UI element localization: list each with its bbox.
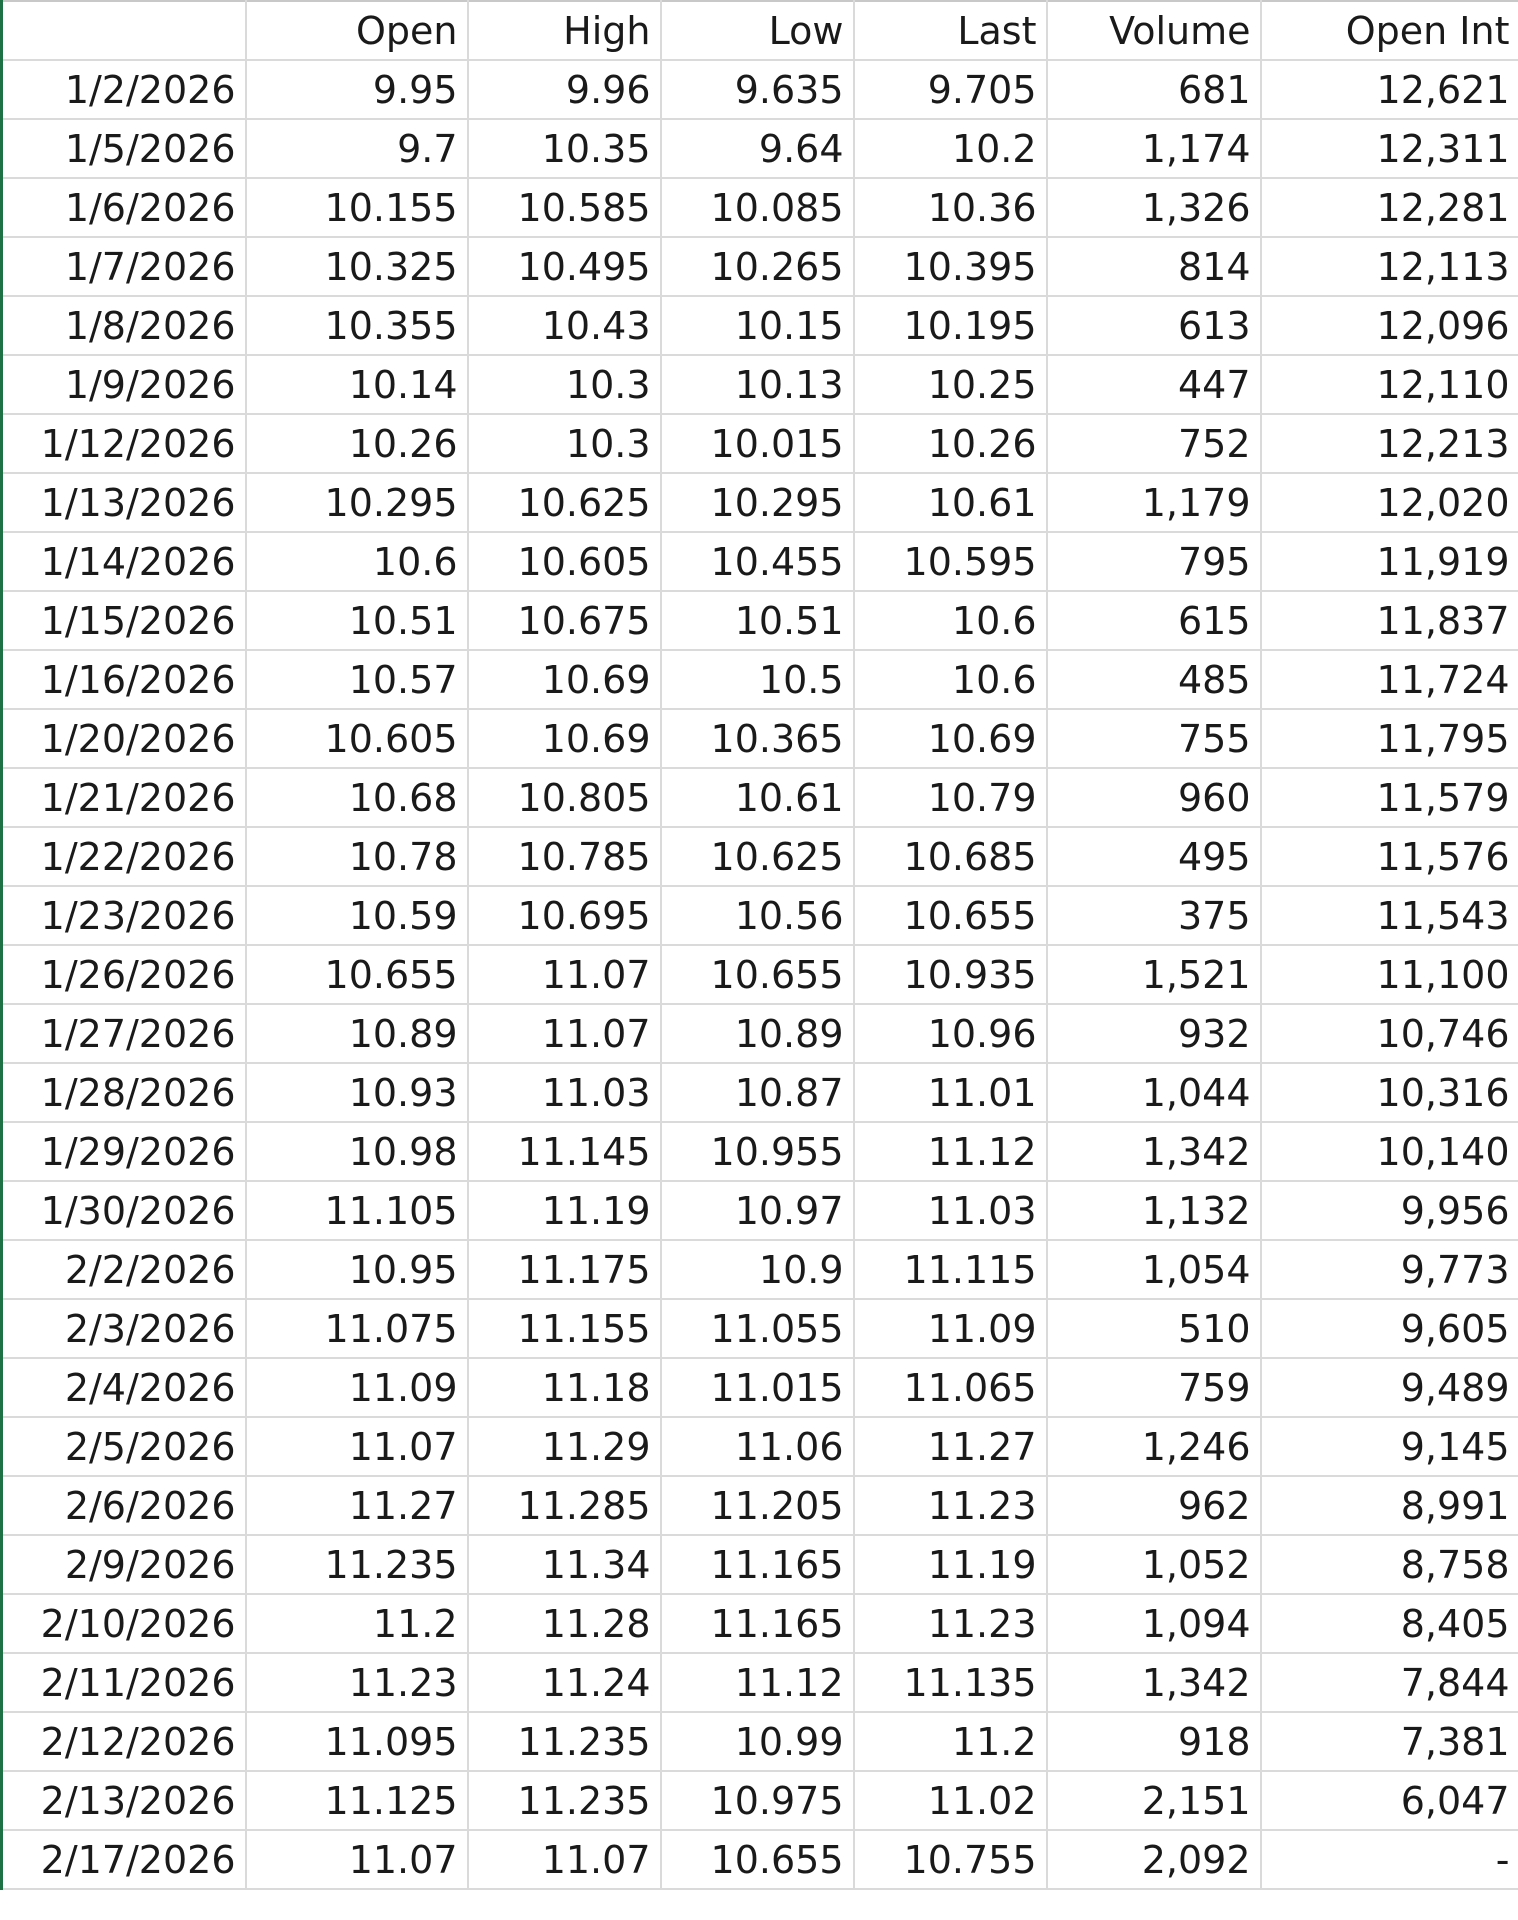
cell-last[interactable]: 10.935 [854, 945, 1047, 1004]
cell-open[interactable]: 11.09 [246, 1358, 468, 1417]
cell-date[interactable]: 2/3/2026 [2, 1299, 246, 1358]
cell-volume[interactable]: 613 [1047, 296, 1261, 355]
cell-high[interactable]: 11.285 [468, 1476, 661, 1535]
cell-last[interactable]: 10.61 [854, 473, 1047, 532]
cell-date[interactable]: 1/20/2026 [2, 709, 246, 768]
cell-last[interactable]: 11.115 [854, 1240, 1047, 1299]
cell-last[interactable]: 11.2 [854, 1712, 1047, 1771]
cell-volume[interactable]: 960 [1047, 768, 1261, 827]
cell-open-int[interactable]: 9,489 [1261, 1358, 1518, 1417]
cell-open-int[interactable]: 8,405 [1261, 1594, 1518, 1653]
table-row [2, 1653, 1518, 1712]
cell-open-int[interactable]: 11,795 [1261, 709, 1518, 768]
table-row [2, 1299, 1518, 1358]
cell-open[interactable]: 11.105 [246, 1181, 468, 1240]
cell-open[interactable]: 10.93 [246, 1063, 468, 1122]
cell-low[interactable]: 11.165 [661, 1594, 854, 1653]
cell-low[interactable]: 9.64 [661, 119, 854, 178]
cell-last[interactable]: 10.69 [854, 709, 1047, 768]
cell-high[interactable]: 11.155 [468, 1299, 661, 1358]
cell-volume[interactable]: 1,094 [1047, 1594, 1261, 1653]
cell-high[interactable]: 11.175 [468, 1240, 661, 1299]
table-row [2, 1771, 1518, 1830]
cell-date[interactable]: 1/6/2026 [2, 178, 246, 237]
cell-date[interactable]: 1/5/2026 [2, 119, 246, 178]
cell-open-int[interactable]: 10,140 [1261, 1122, 1518, 1181]
cell-open[interactable]: 9.95 [246, 60, 468, 119]
table-row [2, 178, 1518, 237]
cell-last[interactable]: 10.36 [854, 178, 1047, 237]
cell-open[interactable]: 11.27 [246, 1476, 468, 1535]
table-row [2, 768, 1518, 827]
cell-low[interactable]: 10.265 [661, 237, 854, 296]
cell-last[interactable]: 10.2 [854, 119, 1047, 178]
cell-open[interactable]: 10.26 [246, 414, 468, 473]
cell-low[interactable]: 10.655 [661, 1830, 854, 1889]
cell-open-int[interactable]: 9,773 [1261, 1240, 1518, 1299]
cell-high[interactable]: 11.07 [468, 945, 661, 1004]
table-row [2, 1240, 1518, 1299]
cell-high[interactable]: 10.43 [468, 296, 661, 355]
cell-volume[interactable]: 795 [1047, 532, 1261, 591]
cell-high[interactable]: 10.675 [468, 591, 661, 650]
cell-open[interactable]: 10.89 [246, 1004, 468, 1063]
cell-low[interactable]: 11.055 [661, 1299, 854, 1358]
cell-open-int[interactable]: 11,576 [1261, 827, 1518, 886]
table-row [2, 1594, 1518, 1653]
cell-open[interactable]: 10.95 [246, 1240, 468, 1299]
cell-volume[interactable]: 485 [1047, 650, 1261, 709]
cell-low[interactable]: 10.295 [661, 473, 854, 532]
cell-open-int[interactable]: 11,543 [1261, 886, 1518, 945]
table-row [2, 886, 1518, 945]
cell-low[interactable]: 10.5 [661, 650, 854, 709]
cell-last[interactable]: 10.79 [854, 768, 1047, 827]
cell-volume[interactable]: 510 [1047, 1299, 1261, 1358]
cell-high[interactable]: 10.3 [468, 355, 661, 414]
cell-volume[interactable]: 1,342 [1047, 1122, 1261, 1181]
cell-volume[interactable]: 2,151 [1047, 1771, 1261, 1830]
cell-open-int[interactable]: 11,919 [1261, 532, 1518, 591]
cell-open[interactable]: 9.7 [246, 119, 468, 178]
cell-last[interactable]: 10.26 [854, 414, 1047, 473]
cell-low[interactable]: 9.635 [661, 60, 854, 119]
cell-date[interactable]: 2/6/2026 [2, 1476, 246, 1535]
cell-low[interactable]: 10.13 [661, 355, 854, 414]
cell-high[interactable]: 11.28 [468, 1594, 661, 1653]
cell-open-int[interactable]: 7,844 [1261, 1653, 1518, 1712]
cell-open-int[interactable]: 12,281 [1261, 178, 1518, 237]
cell-last[interactable]: 10.595 [854, 532, 1047, 591]
cell-high[interactable]: 10.805 [468, 768, 661, 827]
cell-date[interactable]: 1/14/2026 [2, 532, 246, 591]
header-cell-date[interactable] [2, 1, 246, 60]
cell-open-int[interactable]: 9,145 [1261, 1417, 1518, 1476]
cell-last[interactable]: 11.135 [854, 1653, 1047, 1712]
table-row [2, 414, 1518, 473]
table-row [2, 1476, 1518, 1535]
cell-date[interactable]: 2/17/2026 [2, 1830, 246, 1889]
cell-date[interactable]: 2/2/2026 [2, 1240, 246, 1299]
cell-volume[interactable]: 759 [1047, 1358, 1261, 1417]
cell-open[interactable]: 10.605 [246, 709, 468, 768]
cell-volume[interactable]: 495 [1047, 827, 1261, 886]
cell-low[interactable]: 10.9 [661, 1240, 854, 1299]
cell-open[interactable]: 10.14 [246, 355, 468, 414]
cell-high[interactable]: 10.785 [468, 827, 661, 886]
cell-open-int[interactable]: 6,047 [1261, 1771, 1518, 1830]
cell-low[interactable]: 10.625 [661, 827, 854, 886]
cell-date[interactable]: 2/5/2026 [2, 1417, 246, 1476]
cell-open[interactable]: 11.07 [246, 1830, 468, 1889]
cell-last[interactable]: 10.685 [854, 827, 1047, 886]
cell-date[interactable]: 2/9/2026 [2, 1535, 246, 1594]
cell-volume[interactable]: 1,326 [1047, 178, 1261, 237]
cell-open[interactable]: 11.075 [246, 1299, 468, 1358]
cell-high[interactable]: 11.235 [468, 1771, 661, 1830]
cell-low[interactable]: 10.655 [661, 945, 854, 1004]
cell-high[interactable]: 11.03 [468, 1063, 661, 1122]
cell-volume[interactable]: 375 [1047, 886, 1261, 945]
cell-volume[interactable]: 1,521 [1047, 945, 1261, 1004]
table-row [2, 945, 1518, 1004]
cell-low[interactable]: 11.165 [661, 1535, 854, 1594]
table-row [2, 237, 1518, 296]
cell-high[interactable]: 9.96 [468, 60, 661, 119]
cell-last[interactable]: 10.195 [854, 296, 1047, 355]
cell-open-int[interactable]: 11,579 [1261, 768, 1518, 827]
cell-date[interactable]: 1/22/2026 [2, 827, 246, 886]
table-row [2, 119, 1518, 178]
cell-low[interactable]: 10.56 [661, 886, 854, 945]
cell-date[interactable]: 1/9/2026 [2, 355, 246, 414]
cell-date[interactable]: 1/2/2026 [2, 60, 246, 119]
table-row [2, 591, 1518, 650]
cell-low[interactable]: 10.61 [661, 768, 854, 827]
cell-low[interactable]: 10.89 [661, 1004, 854, 1063]
table-row [2, 532, 1518, 591]
cell-date[interactable]: 1/27/2026 [2, 1004, 246, 1063]
cell-volume[interactable]: 1,246 [1047, 1417, 1261, 1476]
table-row [2, 1063, 1518, 1122]
cell-high[interactable]: 11.07 [468, 1004, 661, 1063]
cell-high[interactable]: 11.235 [468, 1712, 661, 1771]
table-row [2, 709, 1518, 768]
cell-open[interactable]: 10.155 [246, 178, 468, 237]
cell-volume[interactable]: 1,174 [1047, 119, 1261, 178]
cell-low[interactable]: 10.955 [661, 1122, 854, 1181]
cell-open-int[interactable]: 8,758 [1261, 1535, 1518, 1594]
cell-open[interactable]: 10.295 [246, 473, 468, 532]
table-row [2, 60, 1518, 119]
cell-low[interactable]: 10.975 [661, 1771, 854, 1830]
cell-open-int[interactable]: 7,381 [1261, 1712, 1518, 1771]
header-cell-low[interactable]: Low [661, 1, 854, 60]
cell-last[interactable]: 11.12 [854, 1122, 1047, 1181]
cell-high[interactable]: 11.18 [468, 1358, 661, 1417]
cell-date[interactable]: 1/30/2026 [2, 1181, 246, 1240]
cell-open[interactable]: 10.355 [246, 296, 468, 355]
header-cell-open[interactable]: Open [246, 1, 468, 60]
cell-low[interactable]: 11.12 [661, 1653, 854, 1712]
header-cell-open-int[interactable]: Open Int [1261, 1, 1518, 60]
cell-date[interactable]: 1/26/2026 [2, 945, 246, 1004]
cell-last[interactable]: 11.19 [854, 1535, 1047, 1594]
cell-date[interactable]: 2/4/2026 [2, 1358, 246, 1417]
cell-high[interactable]: 11.24 [468, 1653, 661, 1712]
cell-open-int[interactable]: 12,096 [1261, 296, 1518, 355]
cell-date[interactable]: 2/12/2026 [2, 1712, 246, 1771]
cell-last[interactable]: 11.23 [854, 1476, 1047, 1535]
cell-last[interactable]: 11.065 [854, 1358, 1047, 1417]
table-row [2, 650, 1518, 709]
cell-volume[interactable]: 1,052 [1047, 1535, 1261, 1594]
cell-open[interactable]: 10.68 [246, 768, 468, 827]
cell-open-int[interactable]: 12,110 [1261, 355, 1518, 414]
cell-volume[interactable]: 814 [1047, 237, 1261, 296]
cell-high[interactable]: 10.585 [468, 178, 661, 237]
cell-last[interactable]: 10.6 [854, 650, 1047, 709]
cell-open-int[interactable]: 12,113 [1261, 237, 1518, 296]
cell-date[interactable]: 2/11/2026 [2, 1653, 246, 1712]
cell-open-int[interactable]: 12,213 [1261, 414, 1518, 473]
cell-low[interactable]: 10.085 [661, 178, 854, 237]
cell-open[interactable]: 11.2 [246, 1594, 468, 1653]
table-row [2, 1712, 1518, 1771]
table-row [2, 1122, 1518, 1181]
cell-low[interactable]: 10.51 [661, 591, 854, 650]
cell-volume[interactable]: 755 [1047, 709, 1261, 768]
header-cell-high[interactable]: High [468, 1, 661, 60]
cell-high[interactable]: 11.34 [468, 1535, 661, 1594]
cell-date[interactable]: 2/10/2026 [2, 1594, 246, 1653]
cell-open-int[interactable]: 9,956 [1261, 1181, 1518, 1240]
cell-open-int[interactable]: 10,316 [1261, 1063, 1518, 1122]
cell-high[interactable]: 10.69 [468, 650, 661, 709]
cell-volume[interactable]: 1,342 [1047, 1653, 1261, 1712]
cell-last[interactable]: 11.02 [854, 1771, 1047, 1830]
cell-last[interactable]: 10.6 [854, 591, 1047, 650]
cell-high[interactable]: 10.3 [468, 414, 661, 473]
cell-volume[interactable]: 918 [1047, 1712, 1261, 1771]
cell-volume[interactable]: 1,054 [1047, 1240, 1261, 1299]
table-row [2, 355, 1518, 414]
cell-open-int[interactable]: 12,020 [1261, 473, 1518, 532]
cell-open-int[interactable]: 11,100 [1261, 945, 1518, 1004]
cell-open-int[interactable]: 11,724 [1261, 650, 1518, 709]
cell-high[interactable]: 11.07 [468, 1830, 661, 1889]
cell-open[interactable]: 11.23 [246, 1653, 468, 1712]
cell-high[interactable]: 10.695 [468, 886, 661, 945]
cell-date[interactable]: 1/28/2026 [2, 1063, 246, 1122]
cell-last[interactable]: 11.23 [854, 1594, 1047, 1653]
cell-date[interactable]: 1/29/2026 [2, 1122, 246, 1181]
cell-volume[interactable]: 447 [1047, 355, 1261, 414]
cell-date[interactable]: 1/13/2026 [2, 473, 246, 532]
cell-high[interactable]: 10.495 [468, 237, 661, 296]
table-row [2, 1358, 1518, 1417]
cell-last[interactable]: 10.655 [854, 886, 1047, 945]
table-row [2, 1004, 1518, 1063]
cell-last[interactable]: 11.03 [854, 1181, 1047, 1240]
header-row [2, 1, 1518, 60]
cell-high[interactable]: 11.145 [468, 1122, 661, 1181]
cell-open[interactable]: 10.57 [246, 650, 468, 709]
cell-volume[interactable]: 681 [1047, 60, 1261, 119]
cell-last[interactable]: 10.96 [854, 1004, 1047, 1063]
cell-open-int[interactable]: 10,746 [1261, 1004, 1518, 1063]
cell-date[interactable]: 1/23/2026 [2, 886, 246, 945]
cell-open-int[interactable]: 9,605 [1261, 1299, 1518, 1358]
cell-date[interactable]: 1/16/2026 [2, 650, 246, 709]
table-row [2, 1830, 1518, 1889]
cell-low[interactable]: 11.015 [661, 1358, 854, 1417]
cell-low[interactable]: 10.99 [661, 1712, 854, 1771]
cell-high[interactable]: 11.19 [468, 1181, 661, 1240]
cell-volume[interactable]: 2,092 [1047, 1830, 1261, 1889]
cell-last[interactable]: 10.755 [854, 1830, 1047, 1889]
cell-open-int[interactable]: 12,621 [1261, 60, 1518, 119]
cell-volume[interactable]: 1,044 [1047, 1063, 1261, 1122]
cell-volume[interactable]: 615 [1047, 591, 1261, 650]
cell-volume[interactable]: 752 [1047, 414, 1261, 473]
cell-low[interactable]: 11.205 [661, 1476, 854, 1535]
cell-low[interactable]: 10.015 [661, 414, 854, 473]
header-cell-volume[interactable]: Volume [1047, 1, 1261, 60]
cell-open[interactable]: 10.78 [246, 827, 468, 886]
cell-date[interactable]: 1/21/2026 [2, 768, 246, 827]
cell-low[interactable]: 10.15 [661, 296, 854, 355]
table-row [2, 1417, 1518, 1476]
cell-date[interactable]: 2/13/2026 [2, 1771, 246, 1830]
cell-open-int[interactable]: 12,311 [1261, 119, 1518, 178]
cell-open-int[interactable]: - [1261, 1830, 1518, 1889]
header-cell-last[interactable]: Last [854, 1, 1047, 60]
cell-open-int[interactable]: 11,837 [1261, 591, 1518, 650]
cell-open[interactable]: 11.07 [246, 1417, 468, 1476]
cell-date[interactable]: 1/7/2026 [2, 237, 246, 296]
cell-open[interactable]: 11.235 [246, 1535, 468, 1594]
cell-date[interactable]: 1/15/2026 [2, 591, 246, 650]
table-row [2, 296, 1518, 355]
cell-high[interactable]: 10.605 [468, 532, 661, 591]
table-row [2, 827, 1518, 886]
cell-low[interactable]: 10.97 [661, 1181, 854, 1240]
table-row [2, 1181, 1518, 1240]
cell-open-int[interactable]: 8,991 [1261, 1476, 1518, 1535]
cell-open[interactable]: 10.59 [246, 886, 468, 945]
cell-date[interactable]: 1/8/2026 [2, 296, 246, 355]
cell-low[interactable]: 11.06 [661, 1417, 854, 1476]
cell-open[interactable]: 10.51 [246, 591, 468, 650]
cell-last[interactable]: 11.01 [854, 1063, 1047, 1122]
cell-last[interactable]: 10.25 [854, 355, 1047, 414]
cell-open[interactable]: 10.655 [246, 945, 468, 1004]
cell-open[interactable]: 10.325 [246, 237, 468, 296]
cell-date[interactable]: 1/12/2026 [2, 414, 246, 473]
cell-open[interactable]: 11.095 [246, 1712, 468, 1771]
cell-last[interactable]: 11.27 [854, 1417, 1047, 1476]
cell-open[interactable]: 10.6 [246, 532, 468, 591]
cell-last[interactable]: 10.395 [854, 237, 1047, 296]
cell-high[interactable]: 10.35 [468, 119, 661, 178]
cell-high[interactable]: 10.625 [468, 473, 661, 532]
cell-high[interactable]: 10.69 [468, 709, 661, 768]
cell-volume[interactable]: 932 [1047, 1004, 1261, 1063]
cell-high[interactable]: 11.29 [468, 1417, 661, 1476]
cell-low[interactable]: 10.455 [661, 532, 854, 591]
cell-open[interactable]: 11.125 [246, 1771, 468, 1830]
cell-open[interactable]: 10.98 [246, 1122, 468, 1181]
cell-last[interactable]: 9.705 [854, 60, 1047, 119]
table-row [2, 473, 1518, 532]
cell-last[interactable]: 11.09 [854, 1299, 1047, 1358]
cell-low[interactable]: 10.87 [661, 1063, 854, 1122]
cell-volume[interactable]: 962 [1047, 1476, 1261, 1535]
cell-volume[interactable]: 1,132 [1047, 1181, 1261, 1240]
cell-volume[interactable]: 1,179 [1047, 473, 1261, 532]
table-row [2, 1535, 1518, 1594]
cell-low[interactable]: 10.365 [661, 709, 854, 768]
